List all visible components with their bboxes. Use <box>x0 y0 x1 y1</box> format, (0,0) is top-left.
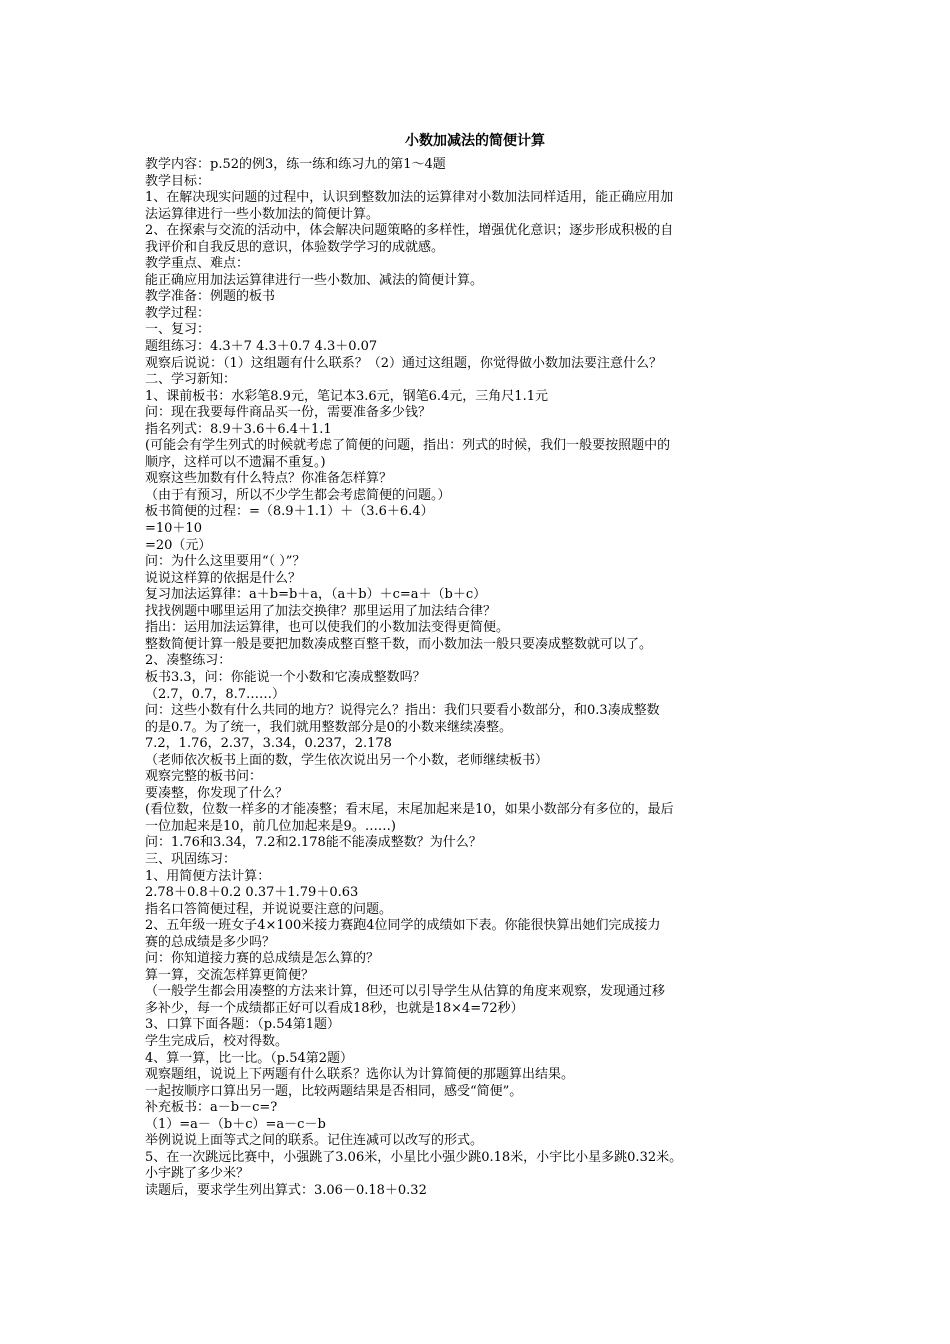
text-line: 一位加起来是10，前几位加起来是9。……) <box>145 818 396 834</box>
text-line: 板书简便的过程：=（8.9＋1.1）＋（3.6＋6.4） <box>145 504 434 520</box>
text-line: 读题后，要求学生列出算式：3.06－0.18＋0.32 <box>145 1182 427 1198</box>
text-line: 教学目标： <box>145 173 211 189</box>
text-line: 学生完成后，校对得数。 <box>145 1033 289 1049</box>
text-line: 板书3.3，问：你能说一个小数和它凑成整数吗？ <box>145 669 426 685</box>
text-line: 观察后说说：（1）这组题有什么联系？（2）通过这组题，你觉得做小数加法要注意什么？ <box>145 355 663 371</box>
text-line: 指名列式：8.9＋3.6＋6.4＋1.1 <box>145 421 332 437</box>
text-line: 教学重点、难点： <box>145 256 250 272</box>
text-line: 复习加法运算律：a＋b=b＋a，（a＋b）＋c=a＋（b＋c） <box>145 587 487 603</box>
text-line: 算一算，交流怎样算更简便？ <box>145 967 315 983</box>
text-line: 观察题组，说说上下两题有什么联系？选你认为计算简便的那题算出结果。 <box>145 1067 575 1083</box>
text-line: 赛的总成绩是多少吗？ <box>145 934 276 950</box>
text-line: 顺序，这样可以不遗漏不重复。) <box>145 454 326 470</box>
text-line: （由于有预习，所以不少学生都会考虑简便的问题。） <box>145 487 451 503</box>
text-line: （1）=a－（b＋c）=a－c－b <box>145 1116 326 1132</box>
text-line: 问：为什么这里要用“（ ）”？ <box>145 554 306 570</box>
text-line: 题组练习：4.3＋7 4.3＋0.7 4.3＋0.07 <box>145 339 378 355</box>
text-line: 2、在探索与交流的活动中，体会解决问题策略的多样性，增强优化意识；逐步形成积极的自 <box>145 223 674 239</box>
text-line: 我评价和自我反思的意识，体验数学学习的成就感。 <box>145 239 445 255</box>
text-line: 一起按顺序口算出另一题，比较两题结果是否相同，感受“简便”。 <box>145 1083 523 1099</box>
text-line: 观察这些加数有什么特点？你准备怎样算？ <box>145 471 393 487</box>
text-line: 4、算一算，比一比。（p.54第2题） <box>145 1050 354 1066</box>
text-line: 观察完整的板书问： <box>145 769 263 785</box>
text-line: 指名口答简便过程，并说说要注意的问题。 <box>145 901 393 917</box>
text-line: 1、课前板书：水彩笔8.9元，笔记本3.6元，钢笔6.4元，三角尺1.1元 <box>145 388 548 404</box>
text-line: 5、在一次跳远比赛中，小强跳了3.06米，小星比小强少跳0.18米，小宇比小星多跳0.32米。 <box>145 1149 683 1165</box>
text-line: 1、用简便方法计算： <box>145 868 271 884</box>
text-line: 问：你知道接力赛的总成绩是怎么算的？ <box>145 951 380 967</box>
text-line: 1、在解决现实问题的过程中，认识到整数加法的运算律对小数加法同样适用，能正确应用加 <box>145 190 674 206</box>
text-line: 三、巩固练习： <box>145 851 237 867</box>
document-title: 小数加减法的简便计算 <box>405 133 545 149</box>
text-line: 2、凑整练习： <box>145 653 232 669</box>
text-line: 二、学习新知： <box>145 372 237 388</box>
text-line: 指出：运用加法运算律，也可以使我们的小数加法变得更简便。 <box>145 620 510 636</box>
text-line: 教学内容：p.52的例3，练一练和练习九的第1～4题 <box>145 157 446 172</box>
text-line: 补充板书：a－b－c=? <box>145 1100 278 1116</box>
text-line: （老师依次板书上面的数，学生依次说出另一个小数，老师继续板书） <box>145 752 549 768</box>
text-line: 2.78＋0.8＋0.2 0.37＋1.79＋0.63 <box>145 885 359 901</box>
text-line: 能正确应用加法运算律进行一些小数加、减法的简便计算。 <box>145 272 484 288</box>
text-line: 教学过程： <box>145 305 211 321</box>
text-line: 3、口算下面各题：（p.54第1题） <box>145 1017 341 1033</box>
text-line: =20（元） <box>145 537 212 553</box>
text-line: 7.2，1.76，2.37，3.34，0.237，2.178 <box>145 736 392 752</box>
text-line: 说说这样算的依据是什么？ <box>145 570 302 586</box>
text-line: 问：现在我要每件商品买一份，需要准备多少钱？ <box>145 405 432 421</box>
text-line: 教学准备：例题的板书 <box>145 289 276 305</box>
text-line: 多补少，每一个成绩都正好可以看成18秒，也就是18×4=72秒） <box>145 1000 524 1016</box>
text-line: 法运算律进行一些小数加法的简便计算。 <box>145 206 380 222</box>
text-line: 小宇跳了多少米？ <box>145 1166 250 1182</box>
text-line: 一、复习： <box>145 322 211 338</box>
text-line: 整数简便计算一般是要把加数凑成整百整千数，而小数加法一般只要凑成整数就可以了。 <box>145 636 653 652</box>
document-body <box>145 157 813 1199</box>
text-line: 问：1.76和3.34，7.2和2.178能不能凑成整数？为什么？ <box>145 835 482 851</box>
text-line: （2.7，0.7，8.7……） <box>145 686 286 702</box>
text-line: 举例说说上面等式之间的联系。记住连减可以改写的形式。 <box>145 1133 484 1149</box>
text-line: (看位数，位数一样多的才能凑整；看末尾，末尾加起来是10，如果小数部分有多位的，最后 <box>145 802 674 818</box>
text-line: 要凑整，你发现了什么？ <box>145 785 289 801</box>
text-line: (可能会有学生列式的时候就考虑了简便的问题，指出：列式的时候，我们一般要按照题中的 <box>145 438 671 454</box>
text-line: （一般学生都会用凑整的方法来计算，但还可以引导学生从估算的角度来观察，发现通过移 <box>145 984 666 1000</box>
text-line: 问：这些小数有什么共同的地方？说得完么？指出：我们只要看小数部分，和0.3凑成整数 <box>145 703 660 719</box>
text-line: 找找例题中哪里运用了加法交换律？那里运用了加法结合律？ <box>145 603 497 619</box>
text-line: 2、五年级一班女子4×100米接力赛跑4位同学的成绩如下表。你能很快算出她们完成接力 <box>145 918 661 934</box>
text-line: 的是0.7。为了统一，我们就用整数部分是0的小数来继续凑整。 <box>145 719 512 735</box>
text-line: =10＋10 <box>145 521 202 537</box>
